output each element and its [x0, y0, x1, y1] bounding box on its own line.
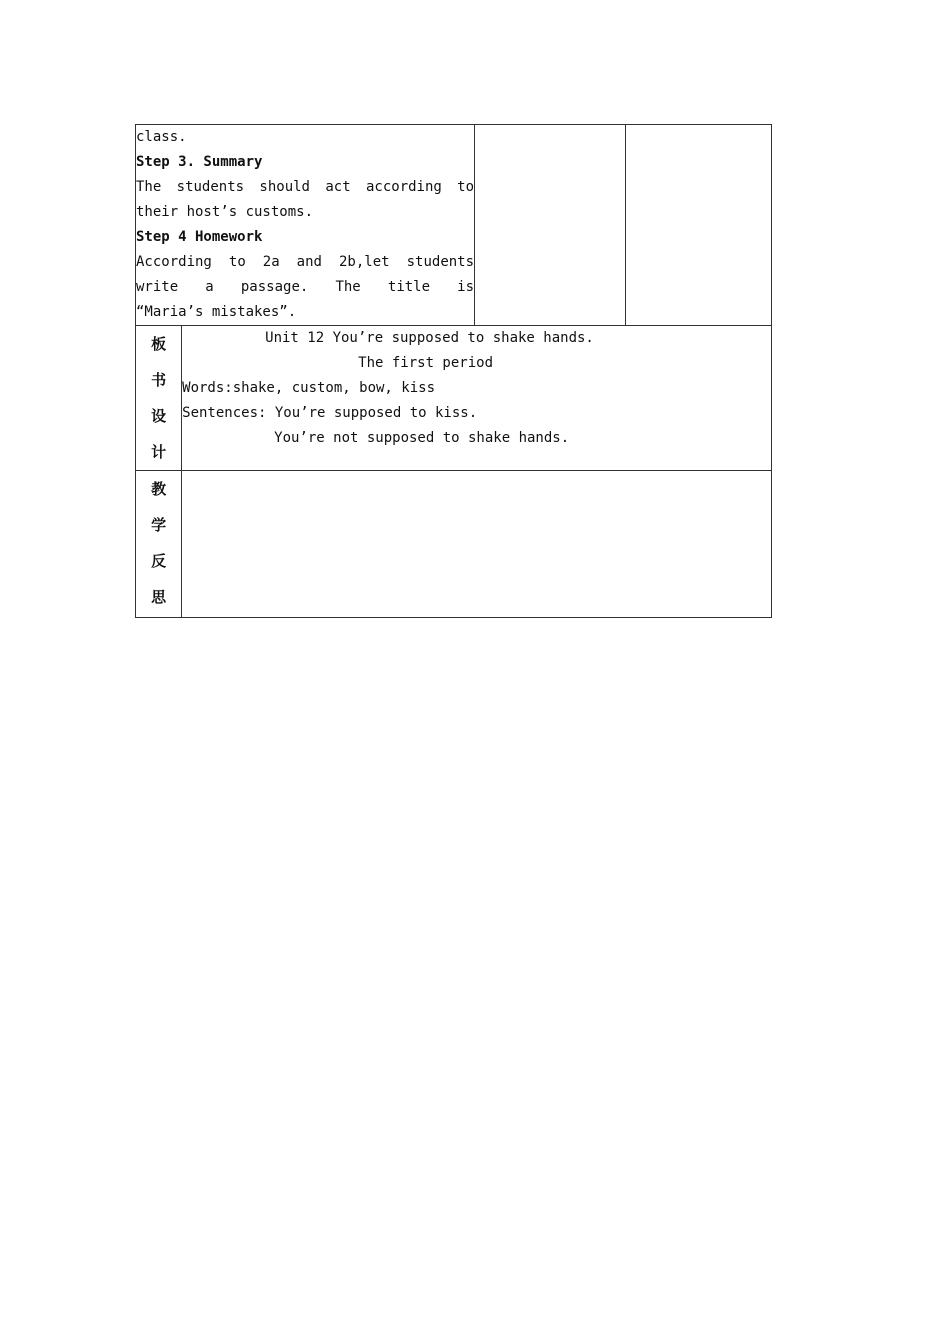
board-sentence-2: You’re not supposed to shake hands.	[274, 430, 570, 446]
reflection-label-char: 反	[151, 552, 167, 570]
empty-cell-right	[625, 125, 771, 326]
board-label-char: 设	[151, 407, 167, 425]
board-subtitle: The first period	[358, 355, 493, 371]
step4-text-line1: According to 2a and 2b,let students	[136, 254, 475, 270]
teaching-reflection-label	[136, 471, 182, 618]
reflection-row	[136, 471, 772, 618]
process-row	[136, 125, 772, 326]
process-cell	[136, 125, 475, 326]
board-label-char: 计	[151, 443, 167, 461]
process-text-class: class.	[136, 129, 187, 145]
step3-heading: Step 3. Summary	[136, 154, 263, 170]
board-words: Words:shake, custom, bow, kiss	[182, 380, 436, 396]
board-design-row	[136, 326, 772, 471]
lesson-plan-table	[135, 124, 772, 618]
board-design-label	[136, 326, 182, 471]
board-design-content	[182, 326, 772, 471]
step4-heading: Step 4 Homework	[136, 229, 263, 245]
teaching-reflection-content	[182, 471, 772, 618]
board-sentence-1: Sentences: You’re supposed to kiss.	[182, 405, 478, 421]
step4-text-line3: “Maria’s mistakes”.	[136, 304, 297, 320]
step3-text-line1: The students should act according to	[136, 179, 475, 195]
board-label-char: 板	[151, 335, 167, 353]
reflection-label-char: 学	[151, 516, 167, 534]
reflection-label-char: 教	[151, 480, 167, 498]
board-title: Unit 12 You’re supposed to shake hands.	[265, 330, 594, 346]
board-label-char: 书	[151, 371, 167, 389]
empty-cell-middle	[475, 125, 625, 326]
reflection-label-char: 思	[151, 588, 167, 606]
step4-text-line2: write a passage. The title is	[136, 279, 475, 295]
step3-text-line2: their host’s customs.	[136, 204, 314, 220]
